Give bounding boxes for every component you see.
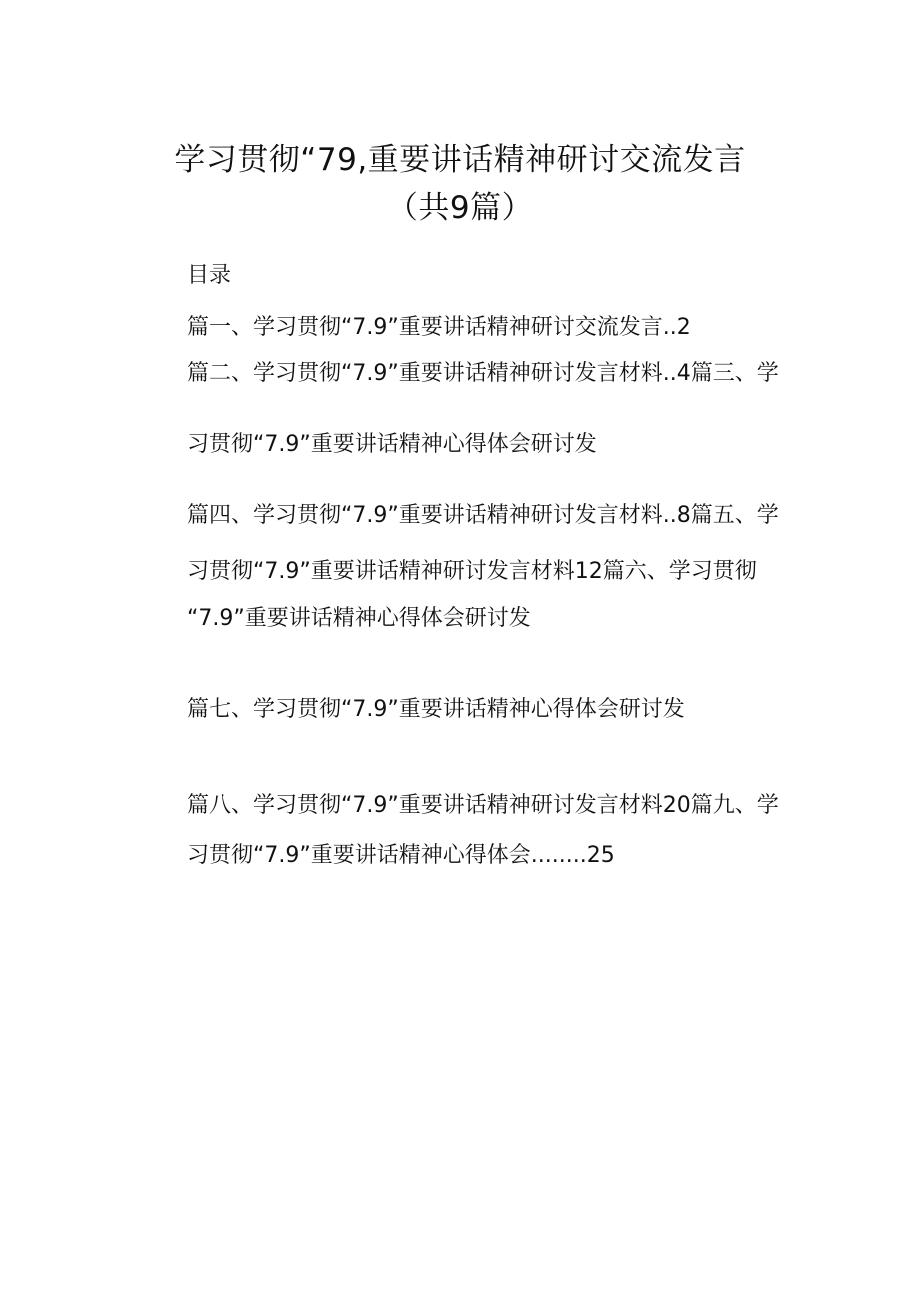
toc-entry-4-6 (187, 498, 797, 637)
toc-entry-2-3 (187, 356, 797, 463)
toc-line: “7.9”重要讲话精神心得体会研讨发 (187, 606, 531, 631)
toc-line: 篇七、学习贯彻“7.9”重要讲话精神心得体会研讨发 (187, 697, 685, 722)
toc-line: 习贯彻“7.9”重要讲话精神研讨发言材料12篇六、学习贯彻 (187, 559, 757, 584)
toc-line: 篇四、学习贯彻“7.9”重要讲话精神研讨发言材料..8篇五、学 (187, 503, 779, 528)
toc-entry-1 (187, 310, 797, 346)
document-title-line-2: （共9篇） (386, 190, 534, 226)
toc-line: 篇一、学习贯彻“7.9”重要讲话精神研讨交流发言..2 (187, 315, 691, 340)
toc-line: 习贯彻“7.9”重要讲话精神心得体会........25 (187, 843, 615, 868)
toc-entry-8-9 (187, 788, 797, 874)
toc-line: 篇八、学习贯彻“7.9”重要讲话精神研讨发言材料20篇九、学 (187, 793, 779, 818)
toc-line: 习贯彻“7.9”重要讲话精神心得体会研讨发 (187, 432, 597, 457)
toc-entry-7 (187, 692, 797, 728)
toc-heading: 目录 (187, 263, 232, 288)
toc-line: 篇二、学习贯彻“7.9”重要讲话精神研讨发言材料..4篇三、学 (187, 361, 779, 386)
document-title-line-1: 学习贯彻“79,重要讲话精神研讨交流发言 (174, 142, 746, 178)
